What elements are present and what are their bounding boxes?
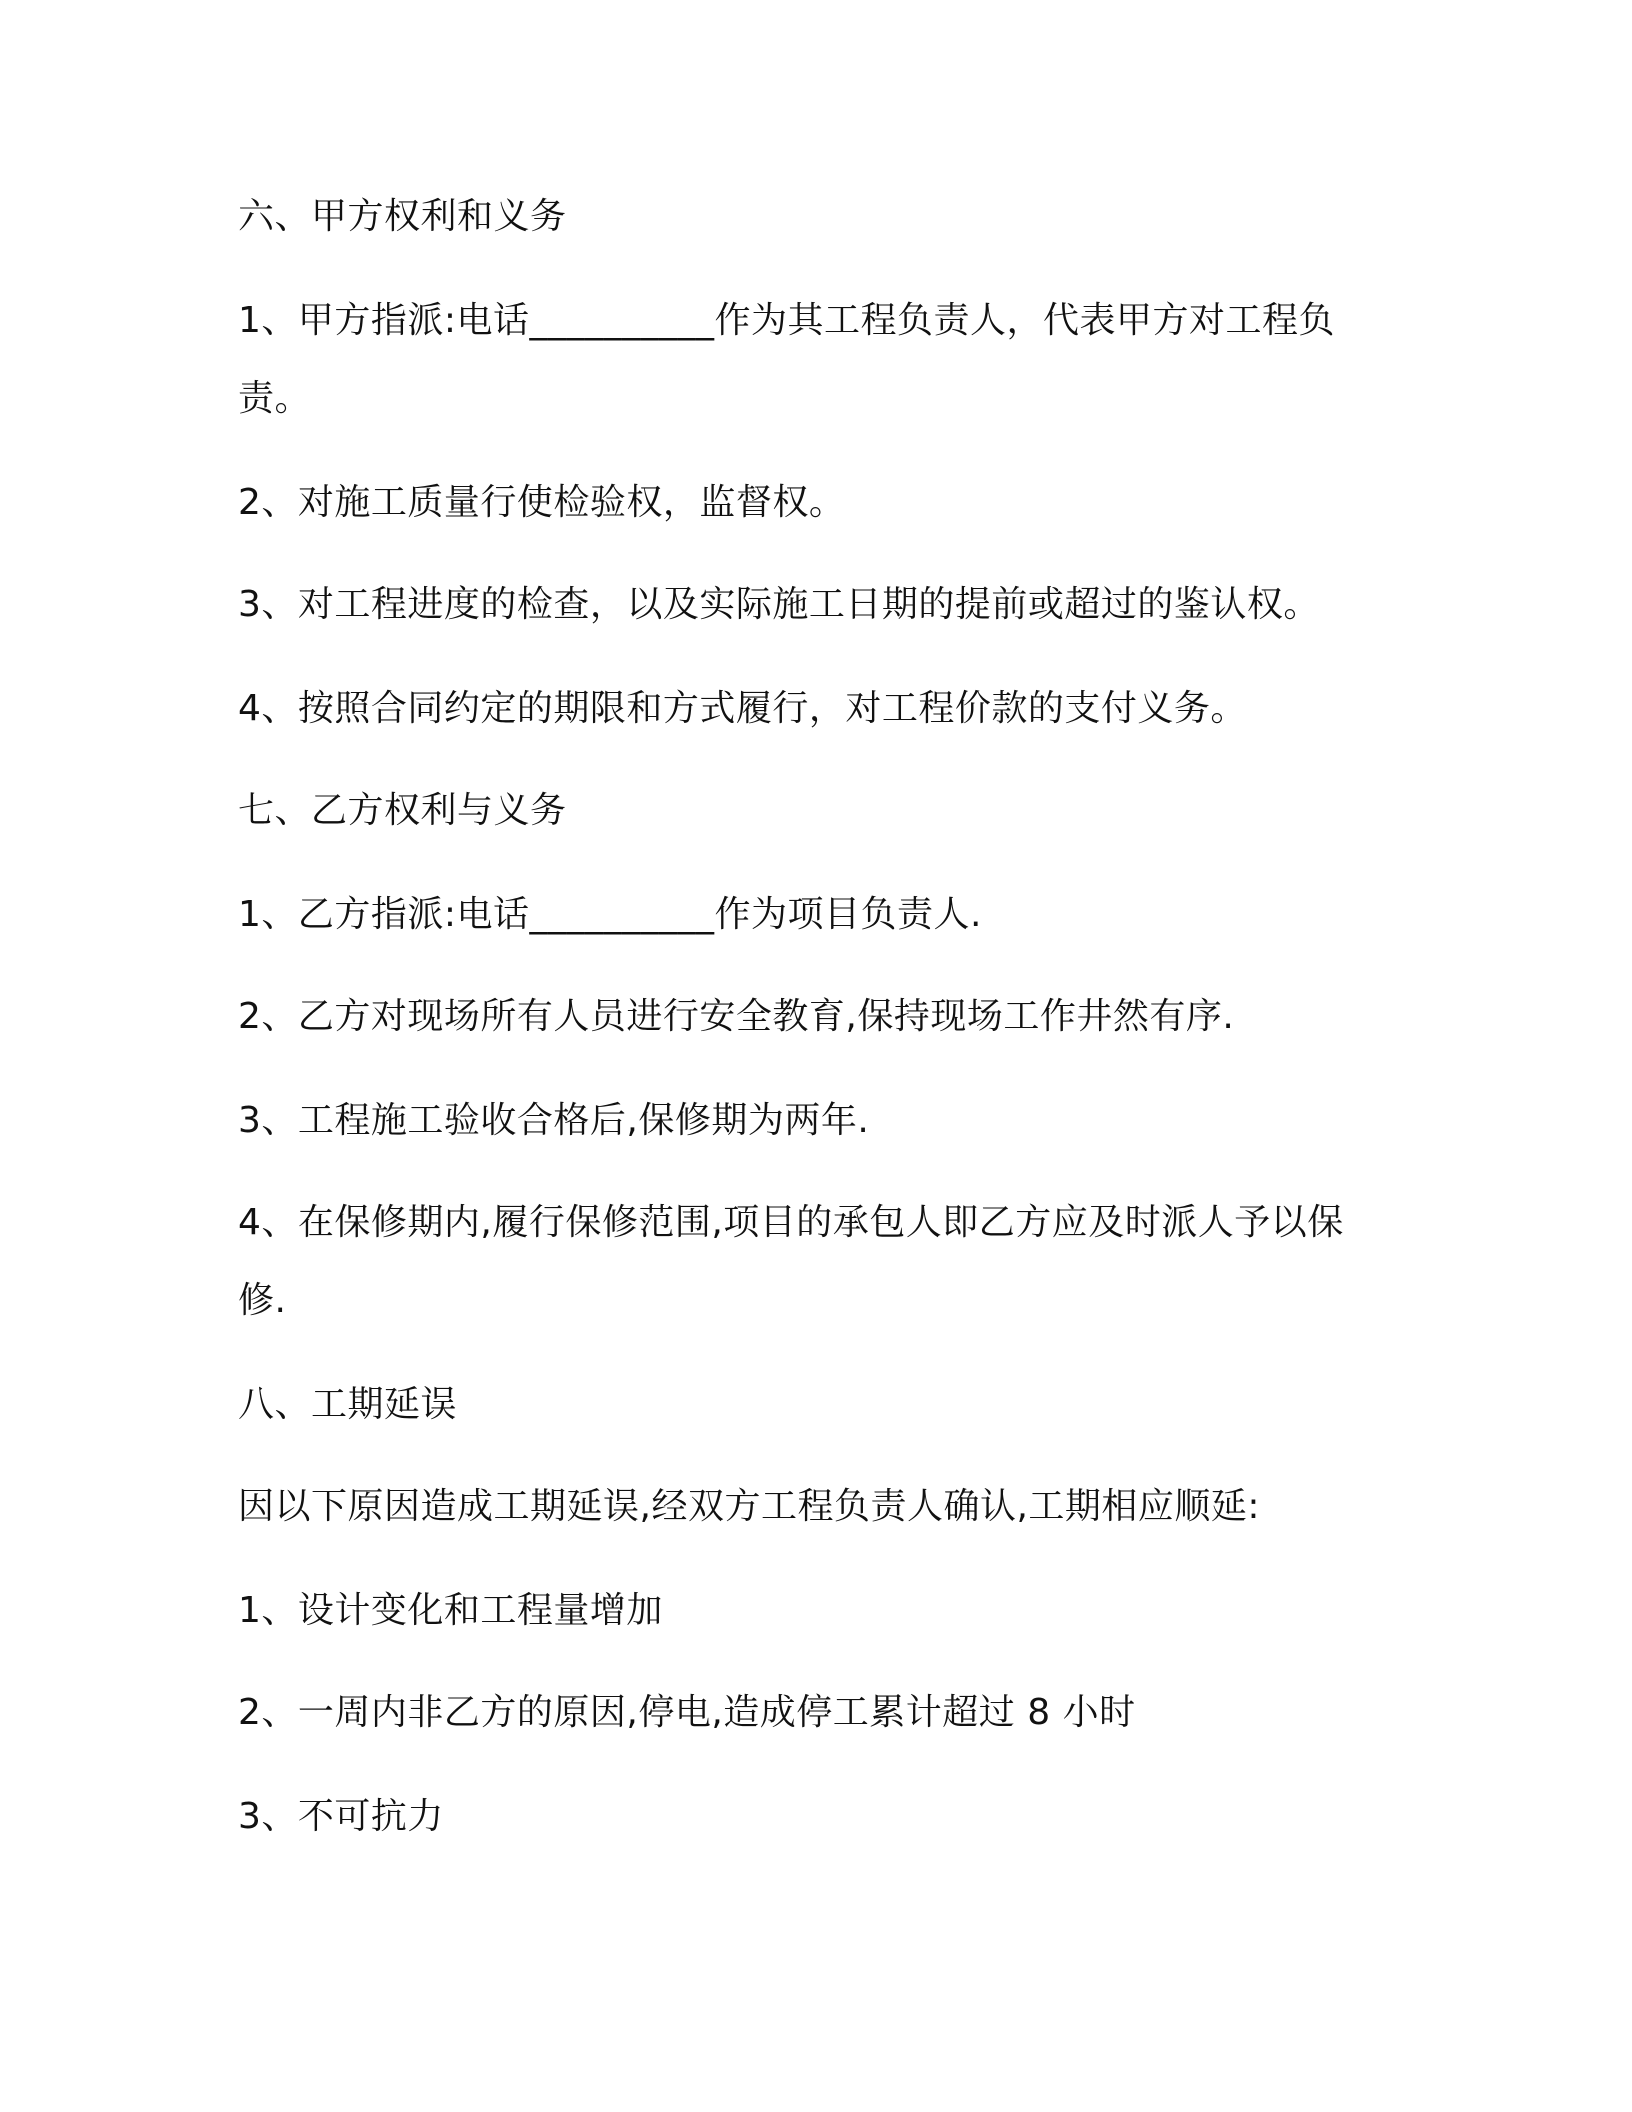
clause-6-3: 3、对工程进度的检查，以及实际施工日期的提前或超过的鉴认权。 [238,584,1320,625]
section-heading-7: 七、乙方权利与义务 [238,790,567,831]
clause-7-1: 1、乙方指派:电话__________作为项目负责人. [238,894,982,935]
clause-7-4-line-2: 修. [238,1280,287,1321]
clause-6-1-line-2: 责。 [238,378,312,419]
clause-8-3: 3、不可抗力 [238,1796,444,1837]
clause-7-3: 3、工程施工验收合格后,保修期为两年. [238,1100,870,1141]
clause-8-1: 1、设计变化和工程量增加 [238,1590,663,1631]
clause-6-1-line-1: 1、甲方指派:电话__________作为其工程负责人，代表甲方对工程负 [238,300,1336,341]
delay-intro: 因以下原因造成工期延误,经双方工程负责人确认,工期相应顺延: [238,1486,1261,1527]
section-heading-6: 六、甲方权利和义务 [238,196,567,237]
clause-8-2: 2、一周内非乙方的原因,停电,造成停工累计超过 8 小时 [238,1692,1136,1733]
clause-7-4-line-1: 4、在保修期内,履行保修范围,项目的承包人即乙方应及时派人予以保 [238,1202,1344,1243]
section-heading-8: 八、工期延误 [238,1384,458,1425]
clause-7-2: 2、乙方对现场所有人员进行安全教育,保持现场工作井然有序. [238,996,1235,1037]
clause-6-2: 2、对施工质量行使检验权，监督权。 [238,482,846,523]
clause-6-4: 4、按照合同约定的期限和方式履行，对工程价款的支付义务。 [238,688,1247,729]
